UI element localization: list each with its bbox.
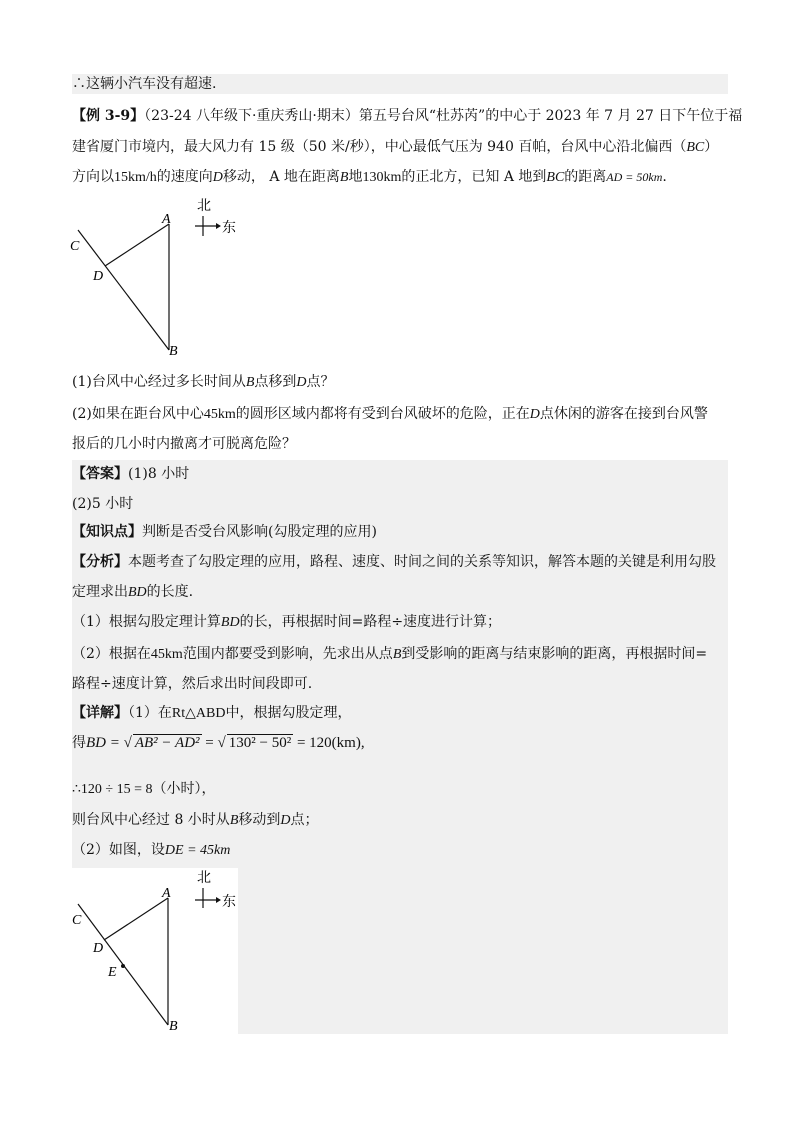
point-e [121, 964, 125, 968]
analysis-line-4 [72, 644, 728, 665]
east-label: 东 [222, 895, 236, 910]
text: 报后的几小时内撤离才可脱离危险？ [72, 436, 296, 452]
math-division: 120 ÷ 15 = 8 [80, 782, 153, 797]
radius-value: 45km [150, 647, 183, 662]
example-text-1: （23-24 八年级下·重庆秀山·期末）第五号台风“杜苏芮”的中心于 2023 年 7 月 27 日下午位于福 [144, 108, 743, 124]
knowledge-label: 【知识点】 [72, 524, 142, 540]
conclusion-text: ∴这辆小汽车没有超速. [72, 76, 217, 92]
text: 路程÷速度计算，然后求出时间段即可. [72, 676, 313, 692]
answer-2: (2)5 小时 [72, 496, 134, 512]
math-ad: AD = 50km [606, 170, 663, 184]
knowledge-point [72, 522, 728, 542]
analysis-line-5 [72, 674, 728, 694]
text: 的正北方，已知 A 地到 [401, 169, 547, 185]
text: = [201, 735, 218, 751]
text: 到受影响的距离与结束影响的距离，再根据时间= [401, 646, 708, 662]
text: （1）根据勾股定理计算 [72, 614, 221, 630]
conclusion-line [72, 74, 728, 94]
text: （小时）， [152, 781, 216, 797]
text: , [360, 735, 365, 751]
text: 则台风中心经过 8 小时从 [72, 812, 230, 828]
math-d: D [529, 407, 540, 422]
math-b: B [339, 170, 349, 185]
text: （2）如图，设 [72, 842, 165, 858]
text: 移动， A 地在距离 [222, 169, 340, 185]
answer-line-1 [72, 464, 728, 484]
vertex-d: D [93, 941, 104, 956]
distance-value: 130km [362, 170, 402, 185]
calc-line-2 [72, 810, 728, 831]
question-1 [72, 372, 728, 393]
math-bc: BC [686, 140, 705, 155]
therefore-symbol: ∴ [72, 781, 81, 797]
text: 点？ [306, 374, 335, 390]
figure-1-diagram [66, 192, 246, 360]
vertex-e: E [108, 965, 117, 980]
math-d: D [280, 813, 291, 828]
example-text-2: 建省厦门市境内，最大风力有 15 级（50 米/秒），中心最低气压为 940 百帕，台风中心沿北偏西（ [72, 139, 687, 155]
example-line-2 [72, 137, 728, 158]
text: （2）根据在 [72, 646, 151, 662]
bracket-close: ） [704, 139, 719, 155]
sqrt-2: 130² − 50² [228, 735, 292, 751]
math-b: B [229, 813, 239, 828]
calc-line-3 [72, 840, 728, 861]
analysis-label: 【分析】 [72, 554, 128, 570]
example-line-1 [72, 106, 743, 126]
math-b: B [392, 647, 402, 662]
math-d: D [296, 375, 307, 390]
north-label: 北 [197, 199, 211, 214]
math-triangle: Rt△ABD [171, 706, 226, 721]
text: 点； [290, 812, 319, 828]
vertex-c: C [72, 913, 82, 928]
text: 移动到 [238, 812, 281, 828]
text: 点移到 [254, 374, 297, 390]
vertex-b: B [169, 1019, 178, 1034]
radius-value: 45km [203, 407, 236, 422]
line-ad [104, 898, 168, 940]
analysis-line-1 [72, 552, 728, 572]
text: 范围内都要受到影响，先求出从点 [182, 646, 393, 662]
analysis-line-2 [72, 582, 728, 603]
text: 点休闲的游客在接到台风警 [539, 406, 708, 422]
text: (2)如果在距台风中心 [72, 406, 204, 422]
detail-label: 【详解】 [72, 705, 128, 721]
question-2-line-2 [72, 434, 728, 454]
calc-line-1 [72, 779, 728, 800]
math-lhs: BD = [86, 735, 124, 751]
text: 方向以 [72, 169, 114, 185]
math-bd: BD [128, 585, 147, 600]
vertex-c: C [70, 239, 80, 254]
answer-line-2 [72, 494, 728, 514]
text: (1)台风中心经过多长时间从 [72, 374, 246, 390]
east-arrow-icon [216, 223, 221, 229]
text: 的距离 [564, 169, 607, 185]
example-label: 【例 3-9】 [72, 108, 145, 124]
math-bd: BD [220, 615, 240, 630]
math-rhs: = 120(km) [293, 735, 361, 751]
text: 本题考查了勾股定理的应用，路程、速度、时间之间的关系等知识，解答本题的关键是利用勾股 [128, 554, 716, 570]
text: 的长，再根据时间=路程÷速度进行计算； [239, 614, 502, 630]
speed-value: 15km/h [114, 170, 157, 185]
vertex-d: D [93, 269, 104, 284]
math-d: D [212, 170, 223, 185]
east-arrow-icon [216, 897, 221, 903]
detail-line-1 [72, 703, 728, 724]
figure-2-diagram [72, 868, 238, 1034]
text: 的速度向 [156, 169, 213, 185]
vertex-b: B [169, 344, 178, 359]
formula-bd: 得BD = √ AB² − AD² = √ 130² − 50² = 120(km), [72, 735, 365, 751]
answer-1: (1)8 小时 [128, 466, 190, 482]
north-label: 北 [197, 871, 211, 886]
text: 的长度. [146, 584, 194, 600]
math-b: B [245, 375, 255, 390]
text: 定理求出 [72, 584, 128, 600]
vertex-a: A [162, 212, 171, 227]
sqrt-1: AB² − AD² [134, 735, 200, 751]
knowledge-text: 判断是否受台风影响(勾股定理的应用) [142, 524, 377, 540]
math-bc: BC [546, 170, 565, 185]
line-cb [78, 230, 169, 350]
answer-label: 【答案】 [72, 466, 128, 482]
text: 中，根据勾股定理， [225, 705, 352, 721]
text: 地 [348, 169, 363, 185]
line-ad [105, 224, 169, 266]
text: . [662, 169, 667, 185]
vertex-a: A [162, 886, 171, 901]
math-de: DE = 45km [164, 843, 231, 858]
east-label: 东 [222, 221, 236, 236]
analysis-line-3 [72, 612, 728, 633]
text: （1）在 [128, 705, 172, 721]
text: 得 [72, 735, 86, 751]
text: 的圆形区域内都将有受到台风破坏的危险，正在 [235, 406, 530, 422]
example-line-3 [72, 167, 728, 188]
question-2-line-1 [72, 404, 728, 425]
